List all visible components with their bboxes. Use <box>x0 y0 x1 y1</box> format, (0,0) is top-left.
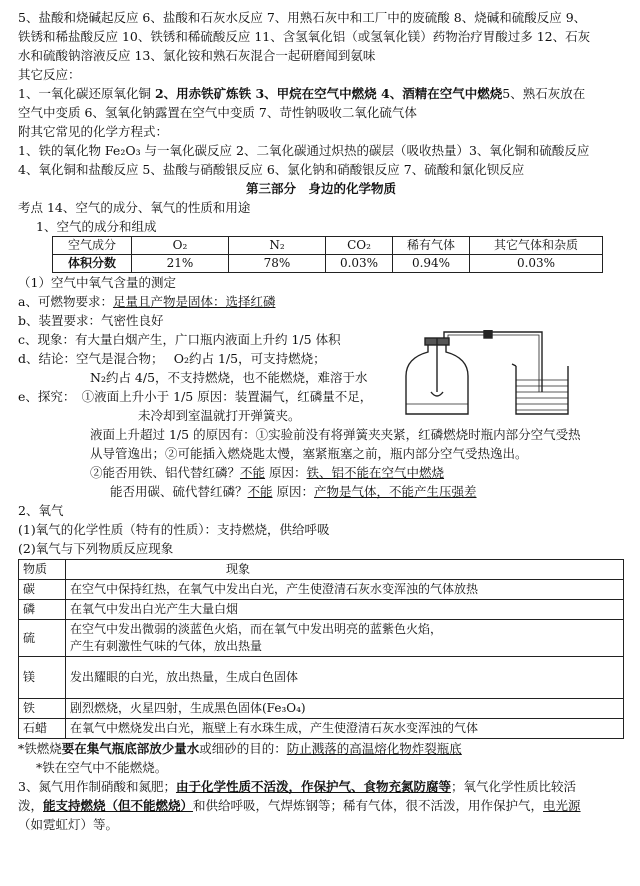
table-cell: 21% <box>132 255 229 273</box>
table-header-cell: 物质 <box>19 560 66 580</box>
text-span: 能否用碳、硫代替红磷？ <box>110 484 248 499</box>
table-cell: 0.03% <box>470 255 603 273</box>
text-line: 1、铁的氧化物 Fe₂O₃ 与一氧化碳反应 2、二氧化碳通过炽热的碳层（吸收热量）3、氧化铜和硫酸反应 <box>18 143 590 158</box>
table-cell: 镁 <box>19 657 66 699</box>
text-line: d、结论：空气是混合物； O₂约占 1/5，可支持燃烧； <box>18 351 326 366</box>
text-line: e、探究： ①液面上升小于 1/5 原因：装置漏气，红磷量不足， <box>18 389 373 404</box>
text-line <box>18 463 624 482</box>
subsection-title: 2、氧气 <box>18 503 64 518</box>
note-line <box>18 739 624 758</box>
text-line: 未冷却到室温就打开弹簧夹。 <box>138 408 301 423</box>
table-cell: 剧烈燃烧，火星四射，生成黑色固体(Fe₃O₄) <box>66 699 624 719</box>
underlined-span: 产物是气体，不能产生压强差 <box>314 484 477 499</box>
table-header-cell: 现象 <box>66 560 624 580</box>
underlined-span: 防止溅落的高温熔化物炸裂瓶底 <box>286 741 462 756</box>
text-line: 4、氧化铜和盐酸反应 5、盐酸与硝酸银反应 6、氯化钠和硝酸银反应 7、硫酸和氯化钡反应 <box>18 162 525 177</box>
table-row <box>19 699 624 719</box>
cell-line: 在空气中发出微弱的淡蓝色火焰，而在氧气中发出明亮的蓝紫色火焰， <box>70 622 443 636</box>
table-cell <box>66 620 624 657</box>
table-row <box>19 719 624 739</box>
text-line: 其它反应： <box>18 67 81 82</box>
underlined-span: 足量且产物是固体：选择红磷 <box>112 294 276 309</box>
bold-underlined-span: 能支持燃烧（但不能燃烧） <box>43 798 194 813</box>
text-span: 3、氮气用作制硝酸和氮肥； <box>18 779 176 794</box>
text-span: ②能否用铁、铝代替红磷？ <box>90 465 241 480</box>
table-cell: 石蜡 <box>19 719 66 739</box>
text-line: N₂约占 4/5，不支持燃烧，也不能燃烧，难溶于水 <box>90 370 368 385</box>
measure-title: （1）空气中氧气含量的测定 <box>18 275 176 290</box>
table-row <box>53 237 603 255</box>
text-line: (1)氧气的化学性质（特有的性质）：支持燃烧，供给呼吸 <box>18 522 330 537</box>
text-span: a、可燃物要求： <box>18 294 113 309</box>
text-span: 5、熟石灰放在 <box>502 86 586 101</box>
table-cell: 其它气体和杂质 <box>470 237 603 255</box>
apparatus-illustration <box>392 330 592 420</box>
table-cell: 铁 <box>19 699 66 719</box>
text-line: 水和硫酸钠溶液反应 13、氯化铵和熟石灰混合一起研磨闻到氨味 <box>18 48 376 63</box>
table-cell: O₂ <box>132 237 229 255</box>
underlined-span: 不能 <box>247 484 273 499</box>
table-row <box>53 255 603 273</box>
text-line: (2)氧气与下列物质反应现象 <box>18 541 174 556</box>
table-cell: CO₂ <box>326 237 393 255</box>
text-line: c、现象：有大量白烟产生，广口瓶内液面上升约 1/5 体积 <box>18 332 341 347</box>
other-reactions-line <box>18 84 624 103</box>
text-span: 泼， <box>18 798 44 813</box>
text-span: *铁燃烧 <box>18 741 62 756</box>
text-span: 原因： <box>265 465 307 480</box>
text-line: 5、盐酸和烧碱起反应 6、盐酸和石灰水反应 7、用熟石灰中和工厂中的废硫酸 8、烧碱和硫酸反应 9、 <box>18 10 587 25</box>
table-cell: 硫 <box>19 620 66 657</box>
table-row <box>19 600 624 620</box>
table-cell: 磷 <box>19 600 66 620</box>
underlined-span: 电光源 <box>543 798 581 813</box>
point-title: 考点 14、空气的成分、氧气的性质和用途 <box>18 200 251 215</box>
text-span: 或细砂的目的： <box>199 741 287 756</box>
text-line: 液面上升超过 1/5 的原因有：①实验前没有将弹簧夹夹紧，红磷燃烧时瓶内部分空气受热 <box>90 427 581 442</box>
table-cell: 在氧气中发出白光产生大量白烟 <box>66 600 624 620</box>
section-title: 第三部分 身边的化学物质 <box>245 181 396 196</box>
underlined-span: 不能 <box>240 465 266 480</box>
table-cell: 在空气中保持红热，在氧气中发出白光，产生使澄清石灰水变浑浊的气体放热 <box>66 580 624 600</box>
table-cell: 78% <box>229 255 326 273</box>
text-line <box>18 796 624 815</box>
table-cell: 0.03% <box>326 255 393 273</box>
text-line: （如霓虹灯）等。 <box>18 817 119 832</box>
bold-span: 2、用赤铁矿炼铁 3、甲烷在空气中燃烧 4、酒精在空气中燃烧 <box>154 86 503 101</box>
text-span: 1、一氧化碳还原氧化铜 <box>18 86 155 101</box>
bold-span: 要在集气瓶底部放少量水 <box>61 741 200 756</box>
table-row <box>19 657 624 699</box>
text-line <box>18 482 624 501</box>
table-cell: 体积分数 <box>53 255 132 273</box>
table-cell: 在氧气中燃烧发出白光，瓶壁上有水珠生成，产生使澄清石灰水变浑浊的气体 <box>66 719 624 739</box>
table-cell: 0.94% <box>393 255 470 273</box>
text-span: ；氧气化学性质比较活 <box>450 779 576 794</box>
text-line: b、装置要求：气密性良好 <box>18 313 164 328</box>
table-row <box>19 560 624 580</box>
table-cell: 空气成分 <box>53 237 132 255</box>
text-line: 从导管逸出；②可能插入燃烧匙太慢，塞紧瓶塞之前，瓶内部分空气受热逸出。 <box>90 446 528 461</box>
table-row <box>19 620 624 657</box>
document-page <box>18 8 624 834</box>
table-cell: 发出耀眼的白光，放出热量，生成白色固体 <box>66 657 624 699</box>
glass-tube <box>444 332 542 392</box>
table-cell: 碳 <box>19 580 66 600</box>
subsection-title: 1、空气的成分和组成 <box>36 219 157 234</box>
text-span: 和供给呼吸，气焊炼钢等；稀有气体，很不活泼，用作保护气， <box>193 798 544 813</box>
bold-underlined-span: 由于化学性质不活泼，作保护气、食物充氮防腐等 <box>175 779 451 794</box>
text-line: 空气中变质 6、氢氧化钠露置在空气中变质 7、苛性钠吸收二氧化硫气体 <box>18 105 417 120</box>
table-row <box>19 580 624 600</box>
text-line <box>18 292 624 311</box>
spring-clamp <box>484 330 492 338</box>
spoon-cup <box>431 392 443 396</box>
table-cell: 稀有气体 <box>393 237 470 255</box>
text-line <box>18 777 624 796</box>
underlined-span: 铁、铝不能在空气中燃烧 <box>306 465 445 480</box>
appendix-title: 附其它常见的化学方程式： <box>18 124 169 139</box>
text-span: 原因： <box>272 484 315 499</box>
oxygen-reaction-table <box>18 559 624 739</box>
note-line: *铁在空气中不能燃烧。 <box>36 760 168 775</box>
cell-line: 产生有刺激性气味的气体，放出热量 <box>70 639 263 653</box>
text-line: 铁锈和稀盐酸反应 10、铁锈和稀硫酸反应 11、含氢氧化铝（或氢氧化镁）药物治疗胃酸过多 12、石灰 <box>18 29 591 44</box>
air-composition-table <box>52 236 603 273</box>
table-cell: N₂ <box>229 237 326 255</box>
